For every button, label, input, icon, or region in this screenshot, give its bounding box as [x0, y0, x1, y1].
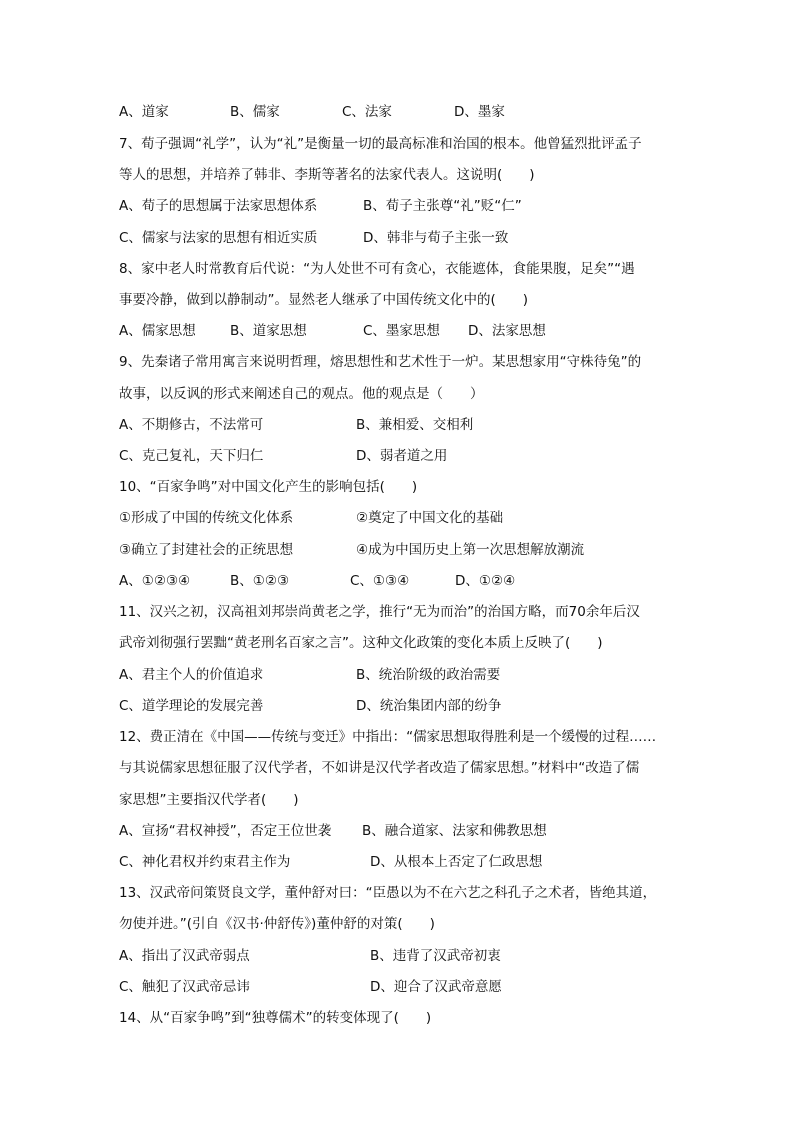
q9-option-c: C、克己复礼，天下归仁 [119, 448, 264, 464]
q11-options-row-1 [119, 665, 679, 685]
q10-option-b: B、①②③ [230, 573, 290, 589]
q9-option-b: B、兼相爱、交相利 [356, 417, 474, 433]
q6-option-c: C、法家 [342, 104, 392, 120]
q8-option-c: C、墨家思想 [363, 323, 440, 339]
q10-item-4: ④成为中国历史上第一次思想解放潮流 [356, 542, 585, 558]
q12-options-row-1 [119, 821, 679, 841]
q10-option-a: A、①②③④ [119, 573, 191, 589]
q10-item-1: ①形成了中国的传统文化体系 [119, 510, 294, 526]
q9-stem-line-2: 故事，以反讽的形式来阐述自己的观点。他的观点是（ ） [119, 386, 484, 402]
q12-option-c: C、神化君权并约束君主作为 [119, 854, 291, 870]
q12-options-row-2 [119, 852, 679, 872]
q6-option-a: A、道家 [119, 104, 169, 120]
q9-option-d: D、弱者道之用 [356, 448, 448, 464]
q7-option-d: D、韩非与荀子主张一致 [363, 230, 509, 246]
q6-option-b: B、儒家 [230, 104, 280, 120]
q9-stem-line-1: 9、先秦诸子常用寓言来说明哲理，熔思想性和艺术性于一炉。某思想家用“守株待兔”的 [119, 354, 642, 370]
q13-option-d: D、迎合了汉武帝意愿 [370, 979, 502, 995]
q7-option-b: B、荀子主张尊“礼”贬“仁” [363, 198, 522, 214]
q12-stem-line-3: 家思想”主要指汉代学者( ) [119, 792, 299, 808]
q8-stem-line-1: 8、家中老人时常教育后代说：“为人处世不可有贪心，衣能遮体，食能果腹，足矣”“遇 [119, 261, 635, 277]
q6-options [119, 102, 679, 122]
q7-option-c: C、儒家与法家的思想有相近实质 [119, 230, 318, 246]
q13-stem-line-1: 13、汉武帝问策贤良文学，董仲舒对曰：“臣愚以为不在六艺之科孔子之术者，皆绝其道， [119, 885, 657, 901]
q11-option-b: B、统治阶级的政治需要 [356, 667, 501, 683]
q8-option-b: B、道家思想 [230, 323, 307, 339]
q7-option-a: A、荀子的思想属于法家思想体系 [119, 198, 318, 214]
q13-option-b: B、违背了汉武帝初衷 [370, 948, 501, 964]
q12-option-d: D、从根本上否定了仁政思想 [370, 854, 543, 870]
q7-stem-line-2: 等人的思想，并培养了韩非、李斯等著名的法家代表人。这说明( ) [119, 167, 535, 183]
q10-item-3: ③确立了封建社会的正统思想 [119, 542, 294, 558]
q13-stem-line-2: 勿使并进。”(引自《汉书·仲舒传》)董仲舒的对策( ) [119, 916, 435, 932]
q8-stem-line-2: 事要冷静，做到以静制动”。显然老人继承了中国传统文化中的( ) [119, 292, 529, 308]
q7-options-row-1 [119, 196, 679, 216]
q12-option-b: B、融合道家、法家和佛教思想 [362, 823, 547, 839]
q11-option-d: D、统治集团内部的纷争 [356, 698, 502, 714]
q12-stem-line-2: 与其说儒家思想征服了汉代学者，不如讲是汉代学者改造了儒家思想。”材料中“改造了儒 [119, 760, 640, 776]
q11-option-a: A、君主个人的价值追求 [119, 667, 264, 683]
q10-items-row-2 [119, 540, 679, 560]
q8-options [119, 321, 679, 341]
q14-stem: 14、从“百家争鸣”到“独尊儒术”的转变体现了( ) [119, 1010, 432, 1026]
q12-stem-line-1: 12、费正清在《中国——传统与变迁》中指出：“儒家思想取得胜利是一个缓慢的过程…… [119, 729, 657, 745]
q13-option-c: C、触犯了汉武帝忌讳 [119, 979, 250, 995]
q13-option-a: A、指出了汉武帝弱点 [119, 948, 250, 964]
q7-stem-line-1: 7、荀子强调“礼学”，认为“礼”是衡量一切的最高标准和治国的根本。他曾猛烈批评孟子 [119, 136, 642, 152]
q9-options-row-2 [119, 446, 679, 466]
q11-stem-line-2: 武帝刘彻强行罢黜“黄老刑名百家之言”。这种文化政策的变化本质上反映了( ) [119, 635, 603, 651]
q10-option-d: D、①②④ [455, 573, 516, 589]
q9-option-a: A、不期修古，不法常可 [119, 417, 264, 433]
q11-option-c: C、道学理论的发展完善 [119, 698, 264, 714]
q9-options-row-1 [119, 415, 679, 435]
q10-stem: 10、“百家争鸣”对中国文化产生的影响包括( ) [119, 479, 418, 495]
q10-options [119, 571, 679, 591]
q12-option-a: A、宣扬“君权神授”，否定王位世袭 [119, 823, 332, 839]
q11-stem-line-1: 11、汉兴之初，汉高祖刘邦崇尚黄老之学，推行“无为而治”的治国方略，而70余年后汉 [119, 604, 640, 620]
q6-option-d: D、墨家 [454, 104, 505, 120]
q13-options-row-1 [119, 946, 679, 966]
q7-options-row-2 [119, 228, 679, 248]
q13-options-row-2 [119, 977, 679, 997]
q8-option-a: A、儒家思想 [119, 323, 196, 339]
q10-option-c: C、①③④ [350, 573, 410, 589]
q11-options-row-2 [119, 696, 679, 716]
q10-items-row-1 [119, 508, 679, 528]
q10-item-2: ②奠定了中国文化的基础 [356, 510, 504, 526]
q8-option-d: D、法家思想 [468, 323, 546, 339]
